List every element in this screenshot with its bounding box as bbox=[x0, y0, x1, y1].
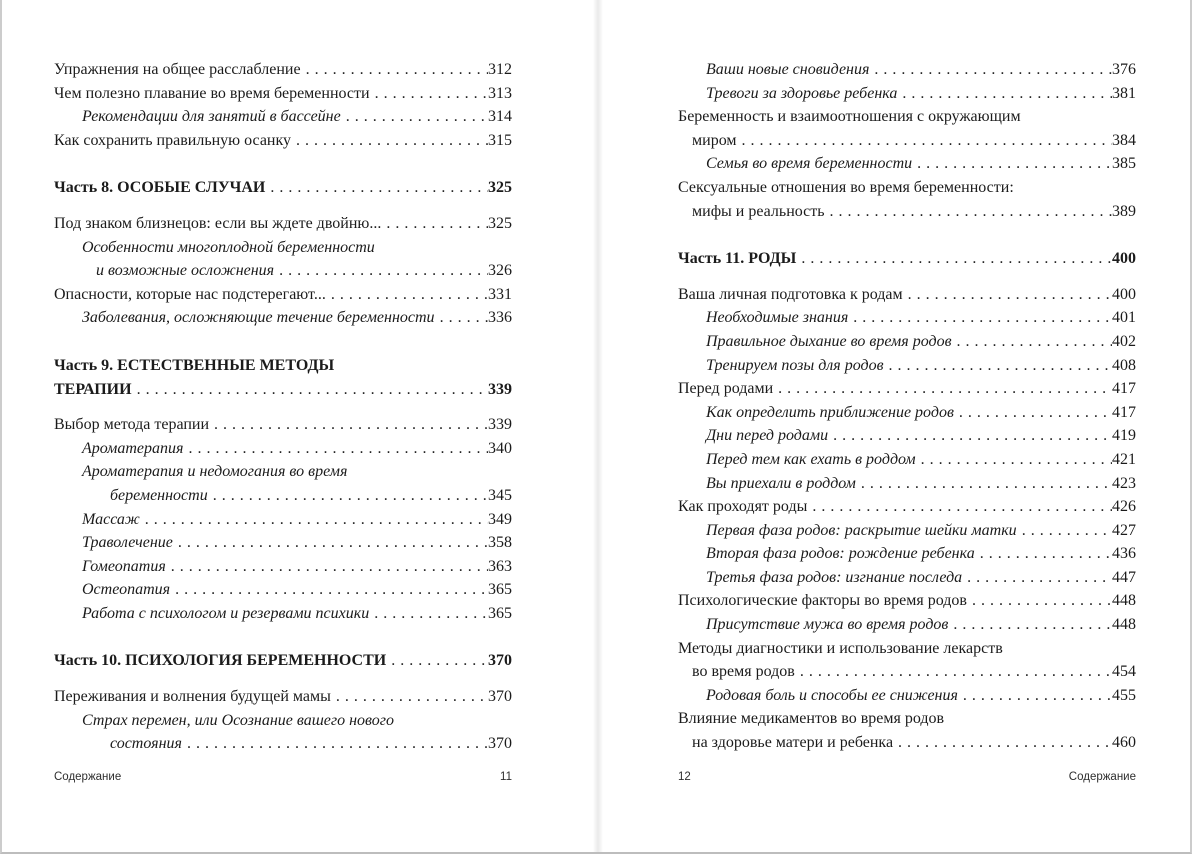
toc-entry-title: Ароматерапия bbox=[82, 439, 184, 457]
dot-leader bbox=[912, 152, 1112, 176]
dot-leader bbox=[825, 200, 1112, 224]
toc-entry-page: 447 bbox=[1112, 568, 1136, 586]
dot-leader bbox=[954, 401, 1112, 425]
page-left bbox=[2, 0, 598, 854]
toc-entry-title: Часть 9. ЕСТЕСТВЕННЫЕ МЕТОДЫ bbox=[54, 356, 335, 374]
toc-entry-title: Остеопатия bbox=[82, 581, 171, 599]
toc-entry-title: Опасности, которые нас подстерегают... bbox=[54, 285, 326, 303]
toc-entry-title: миром bbox=[692, 131, 737, 149]
dot-leader bbox=[975, 542, 1112, 566]
toc-entry-page: 325 bbox=[488, 179, 512, 197]
toc-entry bbox=[54, 283, 512, 307]
toc-entry bbox=[678, 542, 1136, 566]
dot-leader bbox=[893, 731, 1112, 755]
footer-section-label: Содержание bbox=[1068, 771, 1136, 783]
toc-entry-page: 401 bbox=[1112, 309, 1136, 327]
dot-leader bbox=[1017, 519, 1112, 543]
toc-entry-title: Беременность и взаимоотношения с окружающим bbox=[678, 108, 1021, 126]
toc-entry bbox=[678, 519, 1136, 543]
toc-line bbox=[54, 484, 512, 508]
toc-entry-title: Гомеопатия bbox=[82, 557, 166, 575]
toc-entry-page: 417 bbox=[1112, 403, 1136, 421]
dot-leader bbox=[967, 589, 1112, 613]
toc-entry bbox=[54, 709, 512, 756]
toc-entry-page: 365 bbox=[488, 581, 512, 599]
toc-line bbox=[54, 354, 512, 378]
toc-line bbox=[678, 566, 1136, 590]
dot-leader bbox=[369, 602, 488, 626]
toc-line bbox=[678, 330, 1136, 354]
toc-entry bbox=[678, 354, 1136, 378]
dot-leader bbox=[182, 732, 488, 756]
toc-entry-title: Ваши новые сновидения bbox=[706, 61, 870, 78]
toc-entry-page: 385 bbox=[1112, 155, 1136, 173]
dot-leader bbox=[869, 58, 1112, 82]
toc-line bbox=[678, 684, 1136, 708]
toc-entry-page: 331 bbox=[488, 285, 512, 303]
dot-leader bbox=[828, 424, 1112, 448]
toc-entry-title: во время родов bbox=[692, 663, 795, 681]
toc-entry bbox=[54, 555, 512, 579]
dot-leader bbox=[958, 684, 1112, 708]
dot-leader bbox=[370, 82, 488, 106]
toc-entry bbox=[678, 707, 1136, 754]
toc-entry-page: 313 bbox=[488, 84, 512, 102]
toc-line bbox=[678, 731, 1136, 755]
toc-entry-title: Рекомендации для занятий в бассейне bbox=[82, 108, 341, 126]
toc-entry-title: Семья во время беременности bbox=[706, 155, 913, 173]
toc-entry bbox=[54, 354, 512, 401]
toc-entry bbox=[54, 212, 512, 236]
dot-leader bbox=[209, 413, 488, 437]
toc-entry bbox=[678, 306, 1136, 330]
toc-entry-page: 400 bbox=[1112, 285, 1136, 303]
toc-entry-page: 312 bbox=[488, 61, 512, 78]
toc-line bbox=[54, 105, 512, 129]
toc-entry bbox=[678, 472, 1136, 496]
dot-leader bbox=[435, 306, 488, 330]
toc-line bbox=[678, 82, 1136, 106]
toc-line bbox=[54, 283, 512, 307]
toc-line bbox=[54, 602, 512, 626]
dot-leader bbox=[773, 377, 1112, 401]
toc-entry-page: 423 bbox=[1112, 474, 1136, 492]
toc-line bbox=[678, 613, 1136, 637]
dot-leader bbox=[962, 566, 1112, 590]
toc-entry-page: 454 bbox=[1112, 663, 1136, 681]
toc-entry bbox=[678, 330, 1136, 354]
toc-entry-title: Часть 11. РОДЫ bbox=[678, 250, 797, 268]
toc-entry-title: Выбор метода терапии bbox=[54, 416, 210, 434]
toc-line bbox=[678, 472, 1136, 496]
toc-entry-title: Как проходят роды bbox=[678, 498, 808, 516]
toc-entry bbox=[54, 437, 512, 461]
toc-line bbox=[678, 354, 1136, 378]
toc-entry bbox=[678, 448, 1136, 472]
dot-leader bbox=[265, 176, 488, 200]
toc-line bbox=[54, 378, 512, 402]
toc-entry-title: Вы приехали в роддом bbox=[706, 474, 856, 492]
toc-line bbox=[54, 578, 512, 602]
dot-leader bbox=[381, 212, 488, 236]
toc-entry-title: Третья фаза родов: изгнание последа bbox=[706, 568, 963, 586]
toc-entry-page: 339 bbox=[488, 380, 512, 398]
toc-line bbox=[54, 212, 512, 236]
toc-entry bbox=[678, 566, 1136, 590]
toc-entry-title: Часть 8. ОСОБЫЕ СЛУЧАИ bbox=[54, 179, 266, 197]
toc-line bbox=[678, 401, 1136, 425]
dot-leader bbox=[386, 649, 488, 673]
toc-entry-page: 436 bbox=[1112, 545, 1136, 563]
toc-entry bbox=[54, 236, 512, 283]
dot-leader bbox=[916, 448, 1112, 472]
toc-line bbox=[54, 236, 512, 260]
toc-entry-page: 365 bbox=[488, 604, 512, 622]
toc-entry-title: Присутствие мужа во время родов bbox=[706, 616, 949, 634]
toc-entry-title: Как сохранить правильную осанку bbox=[54, 131, 292, 149]
toc-entry-page: 376 bbox=[1112, 61, 1136, 78]
toc-line bbox=[54, 306, 512, 330]
toc-entry bbox=[54, 578, 512, 602]
toc-entry-page: 370 bbox=[488, 688, 512, 706]
dot-leader bbox=[796, 247, 1112, 271]
toc-line bbox=[54, 531, 512, 555]
toc-entry-title: Массаж bbox=[82, 510, 140, 528]
toc-entry-page: 325 bbox=[488, 214, 512, 232]
page-footer-left bbox=[54, 771, 512, 783]
toc-line bbox=[678, 283, 1136, 307]
toc-entry bbox=[678, 152, 1136, 176]
toc-entry-page: 349 bbox=[488, 510, 512, 528]
toc-entry-title: Сексуальные отношения во время беременности: bbox=[678, 178, 1014, 196]
toc-entry-page: 421 bbox=[1112, 450, 1136, 468]
toc-left bbox=[54, 58, 512, 756]
toc-entry-title: на здоровье матери и ребенка bbox=[692, 734, 894, 752]
toc-entry-page: 389 bbox=[1112, 202, 1136, 220]
dot-leader bbox=[301, 58, 488, 82]
toc-entry-title: Психологические факторы во время родов bbox=[678, 592, 967, 610]
toc-line bbox=[678, 660, 1136, 684]
toc-entry bbox=[54, 58, 512, 82]
toc-entry-page: 336 bbox=[488, 309, 512, 327]
toc-entry-page: 448 bbox=[1112, 616, 1136, 634]
toc-entry bbox=[54, 531, 512, 555]
toc-line bbox=[54, 709, 512, 733]
toc-entry-title: Дни перед родами bbox=[706, 427, 829, 445]
toc-entry-page: 326 bbox=[488, 262, 512, 280]
toc-line bbox=[678, 707, 1136, 731]
toc-entry bbox=[678, 637, 1136, 684]
toc-entry-title: мифы и реальность bbox=[692, 202, 825, 220]
toc-line bbox=[678, 58, 1136, 82]
toc-entry-page: 314 bbox=[488, 108, 512, 126]
dot-leader bbox=[952, 330, 1112, 354]
toc-entry-title: Первая фаза родов: раскрытие шейки матки bbox=[706, 521, 1017, 539]
dot-leader bbox=[166, 555, 488, 579]
toc-entry-page: 402 bbox=[1112, 332, 1136, 350]
toc-entry bbox=[54, 82, 512, 106]
toc-entry bbox=[678, 58, 1136, 82]
dot-leader bbox=[856, 472, 1112, 496]
dot-leader bbox=[848, 306, 1112, 330]
page-footer-right bbox=[678, 771, 1136, 783]
dot-leader bbox=[341, 105, 488, 129]
toc-line bbox=[678, 495, 1136, 519]
toc-line bbox=[678, 637, 1136, 661]
dot-leader bbox=[903, 283, 1112, 307]
footer-section-label: Содержание bbox=[54, 771, 122, 783]
toc-entry bbox=[678, 283, 1136, 307]
toc-entry-title: Родовая боль и способы ее снижения bbox=[706, 686, 958, 704]
toc-line bbox=[54, 413, 512, 437]
dot-leader bbox=[948, 613, 1112, 637]
toc-entry-title: Тренируем позы для родов bbox=[706, 356, 884, 374]
toc-entry bbox=[54, 649, 512, 673]
toc-line bbox=[678, 105, 1136, 129]
toc-entry bbox=[678, 247, 1136, 271]
toc-entry-title: Перед родами bbox=[678, 380, 774, 398]
toc-right bbox=[678, 58, 1136, 755]
dot-leader bbox=[737, 129, 1112, 153]
dot-leader bbox=[331, 685, 488, 709]
toc-entry bbox=[678, 495, 1136, 519]
dot-leader bbox=[274, 259, 488, 283]
toc-entry-page: 448 bbox=[1112, 592, 1136, 610]
toc-entry-page: 370 bbox=[488, 735, 512, 753]
toc-entry-page: 370 bbox=[488, 652, 512, 670]
toc-entry bbox=[54, 685, 512, 709]
toc-entry-page: 384 bbox=[1112, 131, 1136, 149]
toc-entry-title: Часть 10. ПСИХОЛОГИЯ БЕРЕМЕННОСТИ bbox=[54, 652, 387, 670]
toc-line bbox=[54, 129, 512, 153]
toc-entry bbox=[678, 613, 1136, 637]
toc-entry-title: и возможные осложнения bbox=[96, 262, 275, 280]
toc-entry-page: 358 bbox=[488, 534, 512, 552]
toc-entry bbox=[54, 413, 512, 437]
toc-entry-page: 419 bbox=[1112, 427, 1136, 445]
dot-leader bbox=[132, 378, 488, 402]
toc-entry-title: беременности bbox=[110, 486, 208, 504]
toc-entry bbox=[54, 602, 512, 626]
toc-entry-title: Чем полезно плавание во время беременности bbox=[54, 84, 370, 102]
toc-entry-title: Страх перемен, или Осознание вашего нового bbox=[82, 711, 395, 729]
toc-line bbox=[678, 589, 1136, 613]
toc-entry-title: Необходимые знания bbox=[706, 309, 849, 327]
toc-line bbox=[54, 58, 512, 82]
toc-entry-page: 345 bbox=[488, 486, 512, 504]
toc-entry-title: Тревоги за здоровье ребенка bbox=[706, 84, 898, 102]
toc-entry-title: Влияние медикаментов во время родов bbox=[678, 710, 945, 728]
toc-entry-page: 417 bbox=[1112, 380, 1136, 398]
toc-entry bbox=[54, 176, 512, 200]
toc-entry-title: Вторая фаза родов: рождение ребенка bbox=[706, 545, 975, 563]
toc-line bbox=[54, 555, 512, 579]
dot-leader bbox=[884, 354, 1112, 378]
dot-leader bbox=[291, 129, 488, 153]
toc-entry-title: Методы диагностики и использование лекарств bbox=[678, 639, 1003, 657]
page-right bbox=[598, 0, 1192, 854]
toc-entry-title: Перед тем как ехать в роддом bbox=[706, 450, 916, 468]
toc-entry bbox=[54, 508, 512, 532]
toc-entry-title: Ароматерапия и недомогания во время bbox=[82, 463, 348, 481]
toc-entry-page: 339 bbox=[488, 416, 512, 434]
toc-line bbox=[678, 200, 1136, 224]
toc-entry bbox=[678, 176, 1136, 223]
toc-entry bbox=[678, 589, 1136, 613]
toc-entry-title: Работа с психологом и резервами психики bbox=[82, 604, 370, 622]
toc-entry-title: Переживания и волнения будущей мамы bbox=[54, 688, 331, 706]
footer-page-number: 12 bbox=[678, 771, 691, 783]
toc-entry-page: 400 bbox=[1112, 250, 1136, 268]
toc-entry-page: 363 bbox=[488, 557, 512, 575]
footer-page-number: 11 bbox=[500, 771, 512, 783]
toc-entry bbox=[54, 306, 512, 330]
toc-line bbox=[678, 176, 1136, 200]
toc-line bbox=[678, 448, 1136, 472]
toc-entry bbox=[54, 460, 512, 507]
toc-line bbox=[54, 732, 512, 756]
toc-entry-page: 460 bbox=[1112, 734, 1136, 752]
toc-entry-title: ТЕРАПИИ bbox=[54, 380, 132, 398]
toc-entry-title: Как определить приближение родов bbox=[706, 403, 954, 421]
toc-entry-page: 315 bbox=[488, 131, 512, 149]
toc-entry-title: Упражнения на общее расслабление bbox=[54, 61, 301, 78]
toc-line bbox=[678, 377, 1136, 401]
toc-line bbox=[54, 82, 512, 106]
toc-line bbox=[678, 424, 1136, 448]
dot-leader bbox=[795, 660, 1112, 684]
toc-line bbox=[54, 649, 512, 673]
toc-line bbox=[54, 460, 512, 484]
toc-entry-title: Под знаком близнецов: если вы ждете двойню... bbox=[54, 214, 382, 232]
toc-entry bbox=[54, 105, 512, 129]
toc-line bbox=[54, 508, 512, 532]
toc-entry-page: 426 bbox=[1112, 498, 1136, 516]
toc-entry-title: Заболевания, осложняющие течение беременности bbox=[82, 309, 435, 327]
dot-leader bbox=[183, 437, 488, 461]
toc-line bbox=[678, 152, 1136, 176]
toc-line bbox=[54, 176, 512, 200]
toc-entry bbox=[678, 684, 1136, 708]
toc-entry-title: Траволечение bbox=[82, 534, 173, 552]
dot-leader bbox=[807, 495, 1112, 519]
toc-entry bbox=[678, 105, 1136, 152]
toc-entry bbox=[678, 377, 1136, 401]
toc-entry bbox=[678, 82, 1136, 106]
toc-entry-title: Ваша личная подготовка к родам bbox=[678, 285, 903, 303]
dot-leader bbox=[170, 578, 488, 602]
toc-line bbox=[678, 519, 1136, 543]
toc-line bbox=[678, 306, 1136, 330]
toc-entry bbox=[54, 129, 512, 153]
toc-line bbox=[678, 247, 1136, 271]
toc-entry-title: Правильное дыхание во время родов bbox=[706, 332, 952, 350]
toc-line bbox=[54, 437, 512, 461]
toc-entry-page: 427 bbox=[1112, 521, 1136, 539]
dot-leader bbox=[173, 531, 488, 555]
toc-entry bbox=[678, 424, 1136, 448]
dot-leader bbox=[897, 82, 1112, 106]
toc-line bbox=[54, 685, 512, 709]
toc-entry-page: 381 bbox=[1112, 84, 1136, 102]
toc-entry-page: 408 bbox=[1112, 356, 1136, 374]
toc-entry-title: Особенности многоплодной беременности bbox=[82, 238, 375, 256]
dot-leader bbox=[326, 283, 488, 307]
dot-leader bbox=[208, 484, 488, 508]
toc-entry-title: состояния bbox=[110, 735, 182, 753]
dot-leader bbox=[140, 508, 488, 532]
toc-line bbox=[678, 542, 1136, 566]
toc-entry bbox=[678, 401, 1136, 425]
toc-entry-page: 455 bbox=[1112, 686, 1136, 704]
toc-line bbox=[678, 129, 1136, 153]
toc-line bbox=[54, 259, 512, 283]
toc-entry-page: 340 bbox=[488, 439, 512, 457]
